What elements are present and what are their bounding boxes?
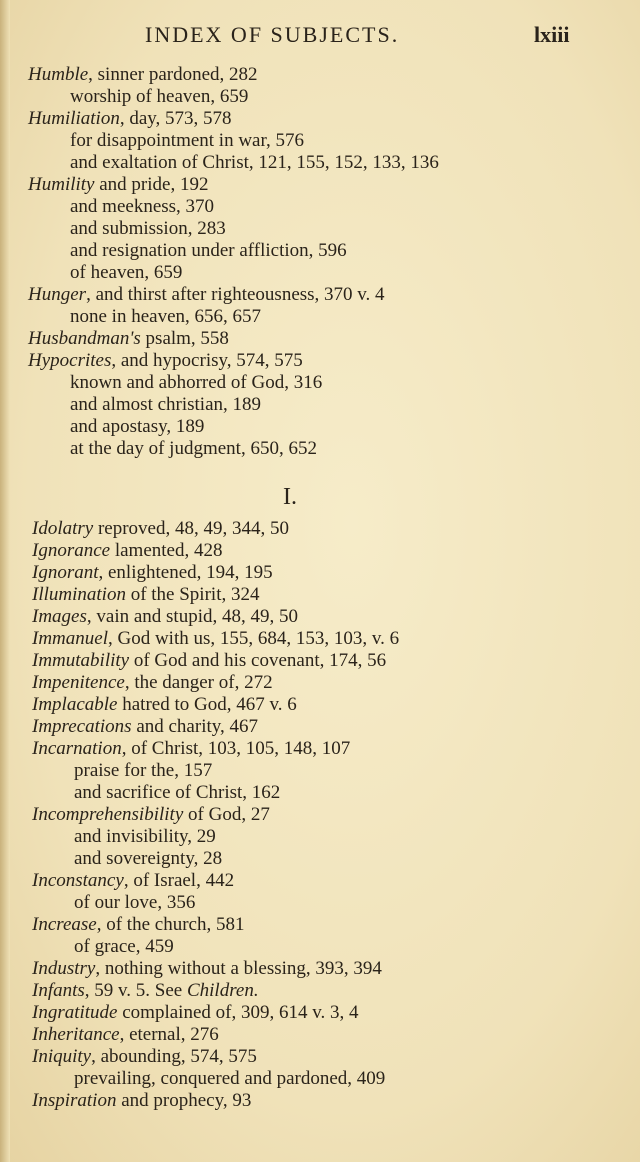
entry-text: worship of heaven, 659	[70, 86, 249, 107]
entry-term: Illumination	[32, 584, 126, 605]
entry-term: Ignorance	[32, 540, 111, 561]
entry-text: and almost christian, 189	[70, 394, 262, 415]
index-subentry	[0, 262, 640, 284]
entry-term: Iniquity	[32, 1046, 92, 1067]
entry-text: , nothing without a blessing, 393, 394	[95, 958, 382, 979]
index-entry	[0, 694, 640, 716]
index-subentry	[0, 848, 640, 870]
index-subentry	[0, 130, 640, 152]
entry-text: and invisibility, 29	[74, 826, 216, 847]
index-subentry	[0, 394, 640, 416]
entry-text: , abounding, 574, 575	[91, 1046, 257, 1067]
entry-text: and exaltation of Christ, 121, 155, 152, 133, 136	[70, 152, 439, 173]
entry-term: Inconstancy	[32, 870, 124, 891]
index-subentry	[0, 1068, 640, 1090]
entry-text: , sinner pardoned, 282	[88, 64, 258, 85]
index-subentry	[0, 372, 640, 394]
index-subentry	[0, 240, 640, 262]
entry-term: Ingratitude	[32, 1002, 118, 1023]
entry-term: Images	[32, 606, 87, 627]
index-subentry	[0, 416, 640, 438]
index-entry	[0, 108, 640, 130]
index-subentry	[0, 782, 640, 804]
entry-text: lamented, 428	[110, 540, 223, 561]
entry-text: of grace, 459	[74, 936, 174, 957]
entry-text: , day, 573, 578	[119, 108, 232, 129]
entry-term: Humility	[28, 174, 95, 195]
index-subentry	[0, 892, 640, 914]
running-header	[0, 22, 640, 52]
index-subentry	[0, 152, 640, 174]
index-entry	[0, 64, 640, 86]
index-entries	[0, 64, 640, 1112]
entry-text: and submission, 283	[70, 218, 226, 239]
entry-text: , the danger of, 272	[124, 672, 273, 693]
index-entry	[0, 174, 640, 196]
entry-text: complained of, 309, 614 v. 3, 4	[117, 1002, 359, 1023]
entry-term: Immutability	[32, 650, 130, 671]
entry-term: Humble	[28, 64, 89, 85]
entry-text: , eternal, 276	[119, 1024, 219, 1045]
entry-text: of heaven, 659	[70, 262, 183, 283]
entry-text: of our love, 356	[74, 892, 196, 913]
entry-term: Impenitence	[32, 672, 125, 693]
entry-text: and meekness, 370	[70, 196, 215, 217]
entry-text: of God, 27	[183, 804, 270, 825]
entry-text: , 59 v. 5. See	[84, 980, 187, 1001]
index-subentry	[0, 306, 640, 328]
entry-text: psalm, 558	[140, 328, 229, 349]
index-entry	[0, 1024, 640, 1046]
entry-term: Incarnation	[32, 738, 122, 759]
index-entry	[0, 606, 640, 628]
entry-text: and sacrifice of Christ, 162	[74, 782, 281, 803]
entry-term: Ignorant	[32, 562, 99, 583]
entry-text: , God with us, 155, 684, 153, 103, v. 6	[107, 628, 400, 649]
index-entry	[0, 328, 640, 350]
entry-term: Hypocrites	[28, 350, 112, 371]
page-number: lxiii	[534, 22, 570, 47]
entry-term: Increase	[32, 914, 97, 935]
index-subentry	[0, 218, 640, 240]
entry-text: of God and his covenant, 174, 56	[129, 650, 387, 671]
index-entry	[0, 1090, 640, 1112]
entry-term: Infants	[32, 980, 85, 1001]
entry-term: Immanuel	[32, 628, 108, 649]
index-subentry	[0, 438, 640, 460]
entry-text: , and thirst after righteousness, 370 v. 4	[86, 284, 385, 305]
index-subentry	[0, 760, 640, 782]
entry-text: , enlightened, 194, 195	[98, 562, 273, 583]
index-entry	[0, 716, 640, 738]
entry-term: Imprecations	[32, 716, 132, 737]
running-title: INDEX OF SUBJECTS.	[145, 22, 400, 47]
index-entry	[0, 738, 640, 760]
entry-text: for disappointment in war, 576	[70, 130, 305, 151]
index-entry	[0, 870, 640, 892]
entry-text: reproved, 48, 49, 344, 50	[93, 518, 289, 539]
index-subentry	[0, 936, 640, 958]
section-letter-heading: I.	[283, 484, 297, 510]
entry-text: hatred to God, 467 v. 6	[117, 694, 297, 715]
entry-term: Incomprehensibility	[32, 804, 184, 825]
index-entry	[0, 284, 640, 306]
index-subentry	[0, 826, 640, 848]
index-entry	[0, 628, 640, 650]
entry-term: Husbandman's	[28, 328, 141, 349]
entry-text: and charity, 467	[131, 716, 259, 737]
index-entry	[0, 914, 640, 936]
entry-text: and sovereignty, 28	[74, 848, 223, 869]
entry-text: , and hypocrisy, 574, 575	[111, 350, 303, 371]
entry-text: none in heaven, 656, 657	[70, 306, 262, 327]
entry-term: Idolatry	[32, 518, 94, 539]
index-entry	[0, 1002, 640, 1024]
index-subentry	[0, 196, 640, 218]
entry-term: Implacable	[32, 694, 118, 715]
index-entry	[0, 350, 640, 372]
entry-text: and pride, 192	[94, 174, 209, 195]
index-entry	[0, 562, 640, 584]
index-entry	[0, 958, 640, 980]
entry-term: Industry	[32, 958, 96, 979]
index-section-h	[0, 64, 640, 460]
entry-text: and prophecy, 93	[116, 1090, 252, 1111]
entry-text: at the day of judgment, 650, 652	[70, 438, 317, 459]
entry-term: Humiliation	[28, 108, 120, 129]
entry-text: , of Christ, 103, 105, 148, 107	[121, 738, 351, 759]
index-entry	[0, 1046, 640, 1068]
index-entry	[0, 980, 640, 1002]
index-entry	[0, 518, 640, 540]
index-subentry	[0, 86, 640, 108]
index-section-i	[0, 518, 640, 1112]
entry-text: , vain and stupid, 48, 49, 50	[86, 606, 298, 627]
entry-text: prevailing, conquered and pardoned, 409	[74, 1068, 386, 1089]
entry-text: and apostasy, 189	[70, 416, 205, 437]
index-entry	[0, 584, 640, 606]
entry-term: Hunger	[28, 284, 87, 305]
entry-text: , of Israel, 442	[123, 870, 235, 891]
index-entry	[0, 804, 640, 826]
entry-text: praise for the, 157	[74, 760, 213, 781]
entry-text: known and abhorred of God, 316	[70, 372, 323, 393]
entry-text: of the Spirit, 324	[125, 584, 260, 605]
entry-text: , of the church, 581	[96, 914, 245, 935]
index-entry	[0, 672, 640, 694]
index-entry	[0, 650, 640, 672]
entry-term: Inheritance	[32, 1024, 120, 1045]
cross-reference-term: Children.	[186, 980, 259, 1001]
entry-text: and resignation under affliction, 596	[70, 240, 347, 261]
index-entry	[0, 540, 640, 562]
entry-term: Inspiration	[32, 1090, 117, 1111]
